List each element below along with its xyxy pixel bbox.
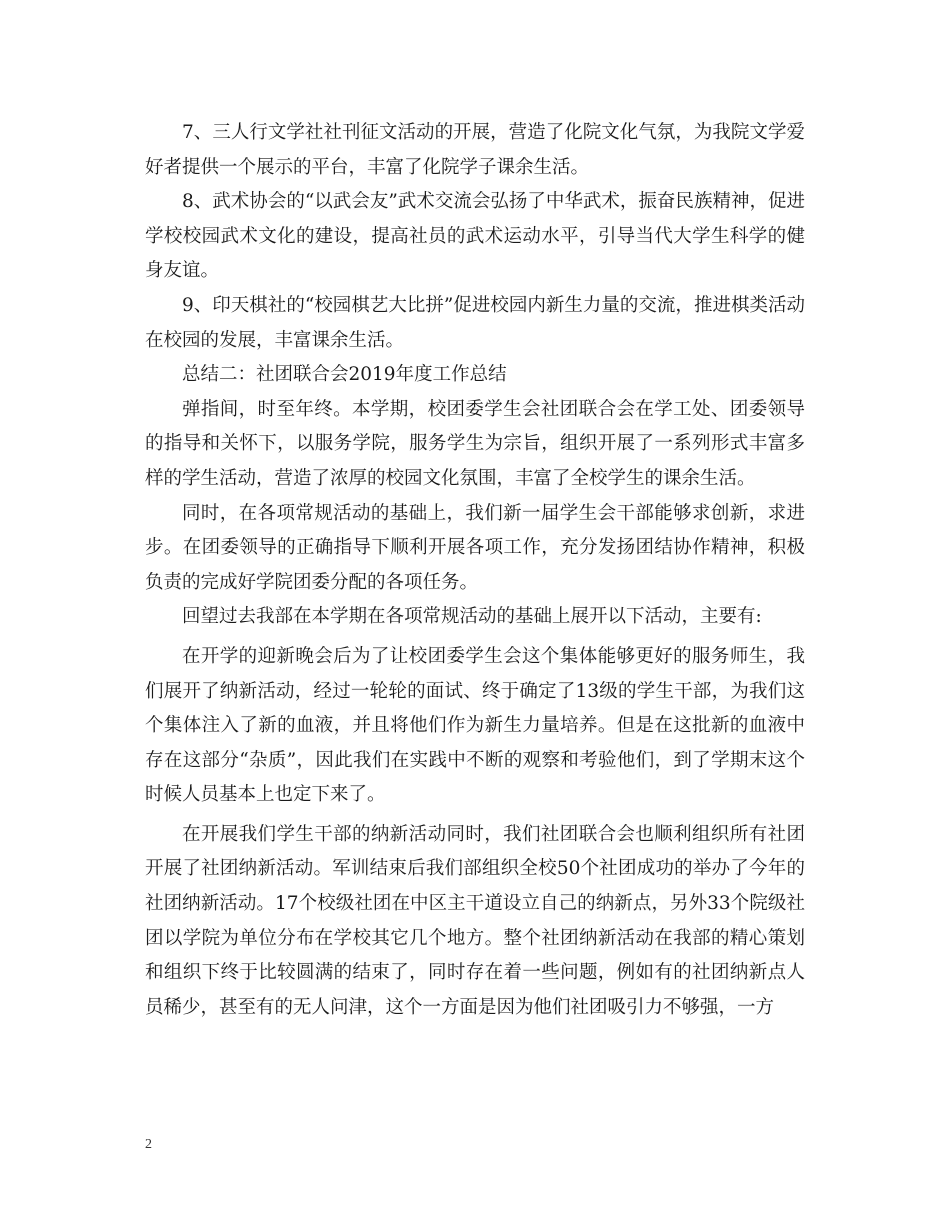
paragraph-activities-overview: 回望过去我部在本学期在各项常规活动的基础上展开以下活动，主要有: <box>182 606 762 628</box>
page-number: 2 <box>145 1137 152 1152</box>
body-text <box>145 116 805 1025</box>
paragraph-innovation: 同时，在各项常规活动的基础上，我们新一届学生会干部能够求创新，求进步。在团委领导的正确指导下顺利开展各项工作，充分发扬团结协作精神，积极负责的完成好学院团委分配的各项任务。 <box>145 502 805 593</box>
paragraph-year-end-intro: 弹指间，时至年终。本学期，校团委学生会社团联合会在学工处、团委领导的指导和关怀下，以服务学院，服务学生为宗旨，组织开展了一系列形式丰富多样的学生活动，营造了浓厚的校园文化氛围，丰富了全校学生的课余生活。 <box>145 398 805 489</box>
paragraph-9-chess-club: 9、印天棋社的“校园棋艺大比拼”促进校园内新生力量的交流，推进棋类活动在校园的发展，丰富课余生活。 <box>145 294 805 351</box>
paragraph-recruitment: 在开学的迎新晚会后为了让校团委学生会这个集体能够更好的服务师生，我们展开了纳新活动，经过一轮轮的面试、终于确定了13级的学生干部，为我们这个集体注入了新的血液，并且将他们作为新生力量培养。但是在这批新的血液中存在这部分“杂质”，因此我们在实践中不断的观察和考验他们，到了学期末这个时候人员基本上也定下来了。 <box>145 645 805 806</box>
paragraph-club-recruitment: 在开展我们学生干部的纳新活动同时，我们社团联合会也顺利组织所有社团开展了社团纳新活动。军训结束后我们部组织全校50个社团成功的举办了今年的社团纳新活动。17个校级社团在中区主干道设立自己的纳新点，另外33个院级社团以学院为单位分布在学校其它几个地方。整个社团纳新活动在我部的精心策划和组织下终于比较圆满的结束了，同时存在着一些问题，例如有的社团纳新点人员稀少，甚至有的无人问津，这个一方面是因为他们社团吸引力不够强，一方 <box>145 823 805 1018</box>
paragraph-7-literature-society: 7、三人行文学社社刊征文活动的开展，营造了化院文化气氛，为我院文学爱好者提供一个展示的平台，丰富了化院学子课余生活。 <box>145 122 805 178</box>
paragraph-8-martial-arts: 8、武术协会的“以武会友”武术交流会弘扬了中华武术，振奋民族精神，促进学校校园武术文化的建设，提高社员的武术运动水平，引导当代大学生科学的健身友谊。 <box>145 191 805 282</box>
section-heading-summary-two: 总结二：社团联合会2019年度工作总结 <box>182 364 507 386</box>
